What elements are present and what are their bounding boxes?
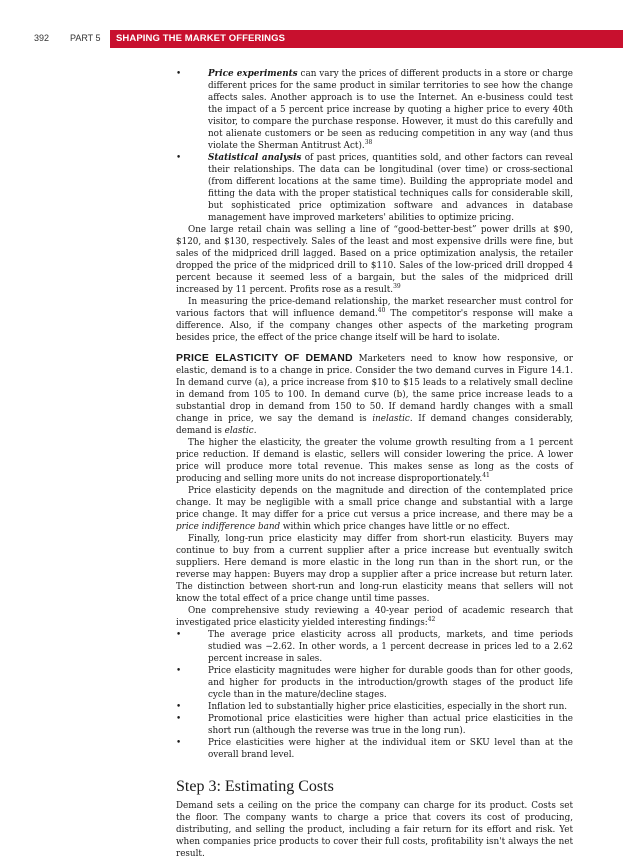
footnote-ref: 42 [427,616,436,624]
findings-list [176,629,573,761]
section-banner: SHAPING THE MARKET OFFERINGS [110,30,623,48]
body-text [176,68,573,860]
list-item [176,152,573,224]
paragraph-text: One comprehensive study reviewing a 40-year period of academic research that investigated price elasticity yielded interesting findings: [176,606,573,628]
footnote-ref: 38 [364,139,373,147]
paragraph-text: Price elasticity depends on the magnitude and direction of the contemplated price change. It may be negligible with a small price change and substantial with a large price change. It may differ for a price cut versus a price increase, and there may be a [176,486,573,520]
list-item [176,68,573,152]
paragraph-text: Finally, long-run price elasticity may differ from short-run elasticity. Buyers may continue to buy from a current supplier after a price increase but eventually switch suppliers. Here demand is more elastic in the long run than in the short run, or the reverse may happen: Buyers may drop a supplier after a price increase but return later. The distinction between short-run and long-run elasticity means that sellers will not know the total effect of a price change until time passes. [176,534,573,604]
footnote-ref: 41 [482,472,490,480]
list-item: • Price elasticities were higher at the individual item or SKU level than at the overall brand level. [176,737,573,761]
list-item: • Price elasticity magnitudes were higher for durable goods than for other goods, and higher for products in the introduction/growth stages of the product life cycle than in the mature/decline stages. [176,665,573,701]
paragraph [176,485,573,533]
bullet-term: Statistical analysis [208,153,302,163]
bullet-term: Price experiments [208,69,298,79]
paragraph-text: In measuring the price-demand relationship, the market researcher must control for various factors that will influence demand. [176,297,573,319]
research-methods-list [176,68,573,224]
paragraph [176,224,573,296]
list-item: • Promotional price elasticities were higher than actual price elasticities in the short run (although the reverse was true in the long run). [176,713,573,737]
section-heading: Step 3: Estimating Costs [176,778,334,795]
bullet-text: can vary the prices of different products in a store or charge different prices for the same product in similar territories to see how the change affects sales. Another approach is to use the Internet. An e-business could test the impact of a 5 percent price increase by quoting a higher price to every 40th visitor, to compare the purchase response. However, it must do this carefully and not alienate customers or be seen as reducing competition in any way (and thus violate the Sherman Antitrust Act). [208,69,573,151]
paragraph-text: . If demand changes considerably, demand is [176,414,573,436]
section-subheading: PRICE ELASTICITY OF DEMAND [176,352,353,364]
footnote-ref: 39 [393,283,401,291]
paragraph-text: The higher the elasticity, the greater the volume growth resulting from a 1 percent price reduction. If demand is elastic, sellers will consider lowering the price. A lower price will produce more total revenue. This makes sense as long as the costs of producing and selling more units do not increase disproportionately. [176,438,573,484]
running-head [0,30,623,48]
paragraph [176,296,573,344]
paragraph: Demand sets a ceiling on the price the company can charge for its product. Costs set the floor. The company wants to charge a price that covers its cost of producing, distributing, and selling the product, including a fair return for its effort and risk. Yet when companies price products to cover their full costs, profitability isn't always the net result. [176,801,573,859]
paragraph-text: One large retail chain was selling a line of “good-better-best” power drills at $90, $120, and $130, respectively. Sales of the least and most expensive drills were fine, but sales of the midpriced drill lagged. Based on a price optimization analysis, the retailer dropped the price of the midpriced drill to $110. Sales of the low-priced drill dropped 4 percent because it seemed less of a bargain, but the sales of the midpriced drill increased by 11 percent. Profits rose as a result. [176,225,573,295]
page-number: 392 [34,33,50,43]
list-item: • The average price elasticity across all products, markets, and time periods studied was −2.62. In other words, a 1 percent decrease in prices led to a 2.62 percent increase in sales. [176,629,573,665]
paragraph-text: . [253,426,257,436]
paragraph-text: The competitor's response will make a difference. Also, if the company changes other aspects of the marketing program besides price, the effect of the price change itself will be hard to isolate. [176,309,574,343]
paragraph-text: Marketers need to know how responsive, or elastic, demand is to a change in price. Consider the two demand curves in Figure 14.1. In demand curve (a), a price increase from $10 to $15 leads to a relatively small decline in demand from 105 to 100. In demand curve (b), the same price increase leads to a substantial drop in demand from 150 to 50. If demand hardly changes with a small change in price, we say the demand is [176,354,574,424]
footnote-ref: 40 [377,307,386,315]
list-item: • Inflation led to substantially higher price elasticities, especially in the short run. [176,701,573,713]
paragraph [176,437,573,485]
term-price-indifference-band: price indifference band [176,522,281,532]
paragraph [176,352,573,437]
paragraph-text: within which price changes have little or no effect. [280,522,510,532]
term-inelastic: inelastic [372,414,410,424]
paragraph [176,533,573,605]
term-elastic: elastic [224,426,254,436]
part-label: PART 5 [70,33,101,43]
bullet-text: of past prices, quantities sold, and other factors can reveal their relationships. The data can be longitudinal (over time) or cross-sectional (from different locations at the same time). Building the appropriate model and fitting the data with the proper statistical techniques calls for considerable skill, but sophisticated price optimization software and advances in database management have improved marketers' abilities to optimize pricing. [208,153,573,223]
paragraph [176,605,573,629]
